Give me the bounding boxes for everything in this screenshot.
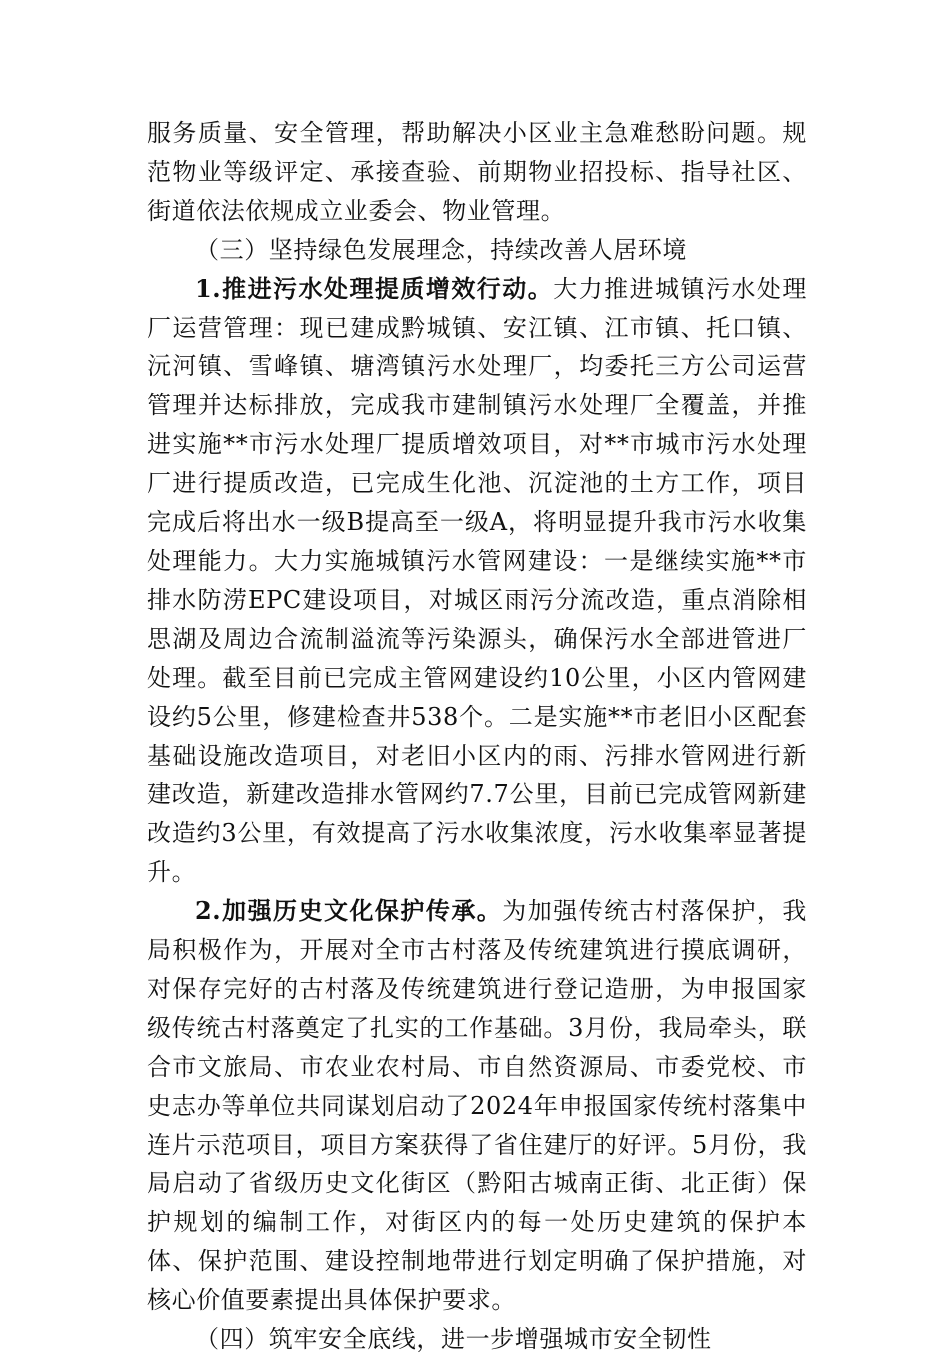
item-1-paragraph: [147, 270, 807, 893]
item-1-body: 大力推进城镇污水处理厂运营管理：现已建成黔城镇、安江镇、江市镇、托口镇、沅河镇、雪峰镇、塘湾镇污水处理厂，均委托三方公司运营管理并达标排放，完成我市建制镇污水处理厂全覆盖，并推进实施**市污水处理厂提质增效项目，对**市城市污水处理厂进行提质改造，已完成生化池、沉淀池的土方工作，项目完成后将出水一级B提高至一级A，将明显提升我市污水收集处理能力。大力实施城镇污水管网建设：一是继续实施**市排水防涝EPC建设项目，对城区雨污分流改造，重点消除相思湖及周边合流制溢流等污染源头，确保污水全部进管进厂处理。截至目前已完成主管网建设约10公里，小区内管网建设约5公里，修建检查井538个。二是实施**市老旧小区配套基础设施改造项目，对老旧小区内的雨、污排水管网进行新建改造，新建改造排水管网约7.7公里，目前已完成管网新建改造约3公里，有效提高了污水收集浓度，污水收集率显著提升。: [147, 274, 808, 887]
item-2-title: 2.加强历史文化保护传承。: [195, 896, 503, 926]
item-2-body: 为加强传统古村落保护，我局积极作为，开展对全市古村落及传统建筑进行摸底调研，对保存完好的古村落及传统建筑进行登记造册，为申报国家级传统古村落奠定了扎实的工作基础。3月份，我局牵头，联合市文旅局、市农业农村局、市自然资源局、市委党校、市史志办等单位共同谋划启动了2024年申报国家传统村落集中连片示范项目，项目方案获得了省住建厅的好评。5月份，我局启动了省级历史文化街区（黔阳古城南正街、北正街）保护规划的编制工作，对街区内的每一处历史建筑的保护本体、保护范围、建设控制地带进行划定明确了保护措施，对核心价值要素提出具体保护要求。: [147, 897, 808, 1315]
document-body: [147, 114, 807, 1359]
section-3-heading: （三）坚持绿色发展理念，持续改善人居环境: [195, 235, 687, 264]
section-4-heading: （四）筑牢安全底线，进一步增强城市安全韧性: [195, 1325, 712, 1354]
intro-paragraph: 服务质量、安全管理，帮助解决小区业主急难愁盼问题。规范物业等级评定、承接查验、前期物业招投标、指导社区、街道依法依规成立业委会、物业管理。: [147, 119, 807, 225]
item-2-paragraph: [147, 892, 807, 1320]
item-1-title: 1.推进污水处理提质增效行动。: [195, 273, 554, 303]
